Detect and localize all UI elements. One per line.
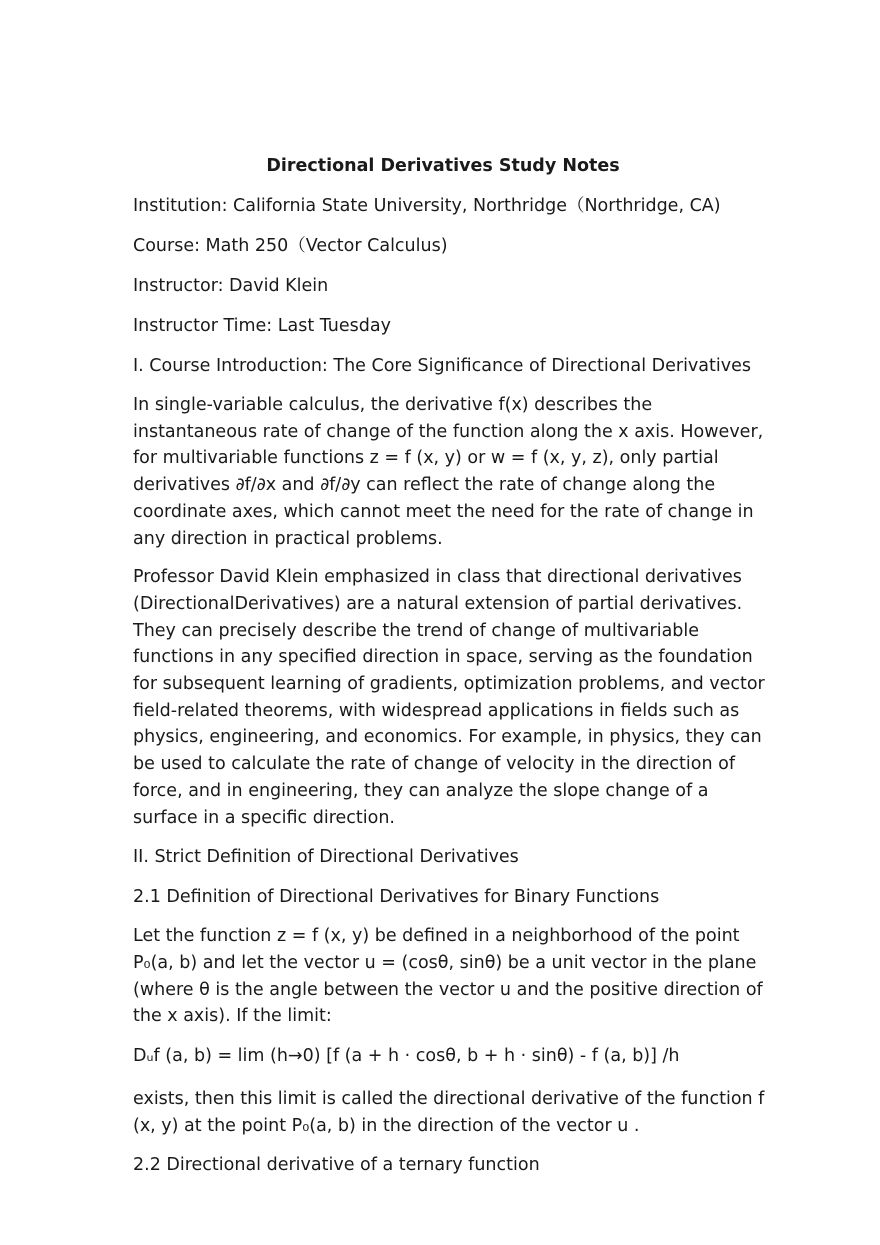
text-line: Professor David Klein emphasized in class that directional derivatives xyxy=(133,567,742,588)
text-line: exists, then this limit is called the directional derivative of the function f xyxy=(133,1089,765,1110)
text-line: for subsequent learning of gradients, optimization problems, and vector xyxy=(133,674,765,695)
text-line: functions in any specified direction in space, serving as the foundation xyxy=(133,647,753,668)
text-line: force, and in engineering, they can analyze the slope change of a xyxy=(133,780,709,801)
text-line: They can precisely describe the trend of change of multivariable xyxy=(133,620,700,641)
text-line: coordinate axes, which cannot meet the need for the rate of change in xyxy=(133,501,754,522)
text-line: for multivariable functions z = f (x, y) or w = f (x, y, z), only partial xyxy=(133,448,719,469)
text-line: field-related theorems, with widespread applications in fields such as xyxy=(133,700,740,721)
text-line: be used to calculate the rate of change of velocity in the direction of xyxy=(133,754,736,775)
text-line: (where θ is the angle between the vector u and the positive direction of xyxy=(133,979,763,1000)
text-line: In single-variable calculus, the derivative f(x) describes the xyxy=(133,395,653,415)
text-line: (x, y) at the point P₀(a, b) in the direction of the vector u . xyxy=(133,1115,640,1136)
paragraph-definition xyxy=(133,923,763,1030)
section-1-heading: I. Course Introduction: The Core Significance of Directional Derivatives xyxy=(133,356,751,376)
subsection-2-1-heading: 2.1 Definition of Directional Derivatives for Binary Functions xyxy=(133,887,660,908)
text-line: the x axis). If the limit: xyxy=(133,1006,332,1027)
document-title: Directional Derivatives Study Notes xyxy=(266,156,620,176)
instructor-time-line: Instructor Time: Last Tuesday xyxy=(133,316,391,336)
text-line: any direction in practical problems. xyxy=(133,528,443,549)
subsection-2-2-heading: 2.2 Directional derivative of a ternary function xyxy=(133,1155,540,1176)
text-line: Let the function z = f (x, y) be defined in a neighborhood of the point xyxy=(133,926,740,947)
text-line: instantaneous rate of change of the function along the x axis. However, xyxy=(133,421,764,442)
document-page xyxy=(133,152,765,1191)
instructor-line: Instructor: David Klein xyxy=(133,276,329,296)
paragraph-significance xyxy=(133,564,765,831)
institution-line: Institution: California State University, Northridge（Northridge, CA) xyxy=(133,196,721,216)
directional-derivative-formula: Dᵤf (a, b) = lim (h→0) [f (a + h · cosθ, b + h · sinθ) - f (a, b)] /h xyxy=(133,1046,680,1067)
text-line: physics, engineering, and economics. For example, in physics, they can xyxy=(133,727,762,748)
paragraph-conclusion xyxy=(133,1086,765,1139)
text-line: P₀(a, b) and let the vector u = (cosθ, sinθ) be a unit vector in the plane xyxy=(133,952,757,973)
text-line: surface in a specific direction. xyxy=(133,807,395,828)
course-line: Course: Math 250（Vector Calculus) xyxy=(133,236,448,256)
text-line: (DirectionalDerivatives) are a natural extension of partial derivatives. xyxy=(133,593,743,614)
section-2-heading: II. Strict Definition of Directional Derivatives xyxy=(133,847,519,868)
text-line: derivatives ∂f/∂x and ∂f/∂y can reflect the rate of change along the xyxy=(133,475,716,496)
paragraph-intro xyxy=(133,392,764,552)
